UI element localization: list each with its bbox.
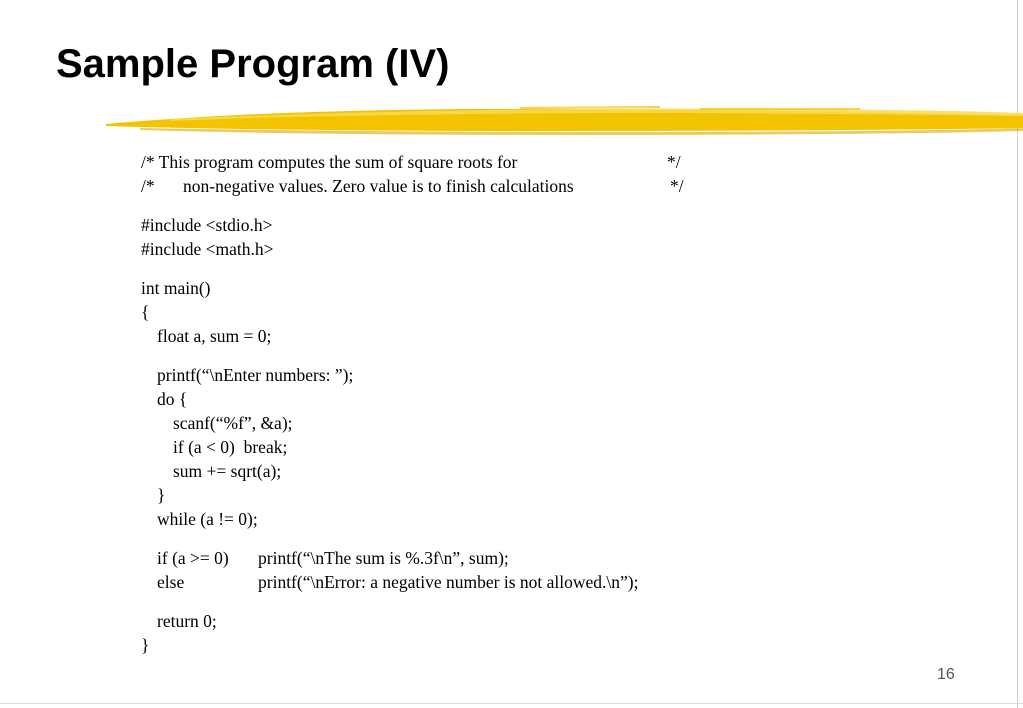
if-break-statement: if (a < 0) break; <box>173 437 288 457</box>
scanf-statement: scanf(“%f”, &a); <box>173 413 293 433</box>
comment-end: */ <box>670 176 684 196</box>
printf-statement: printf(“\nThe sum is %.3f\n”, sum); <box>258 548 509 568</box>
close-brace: } <box>157 485 166 505</box>
else-keyword: else <box>157 572 185 592</box>
comment-text: non-negative values. Zero value is to finish calculations <box>183 176 574 196</box>
if-condition: if (a >= 0) <box>157 548 229 568</box>
return-statement: return 0; <box>157 611 217 631</box>
printf-statement: printf(“\nEnter numbers: ”); <box>157 365 354 385</box>
comment-end: */ <box>667 152 681 172</box>
main-declaration: int main() <box>141 278 211 298</box>
comment-text: /* This program computes the sum of square roots for <box>141 152 518 172</box>
close-brace: } <box>141 635 150 655</box>
include-directive: #include <math.h> <box>141 239 274 259</box>
title-underline-brush-stroke <box>100 102 1023 136</box>
page-number: 16 <box>937 666 955 683</box>
variable-declaration: float a, sum = 0; <box>157 326 272 346</box>
slide-bottom-border <box>0 703 1023 704</box>
open-brace: { <box>141 302 150 322</box>
sum-statement: sum += sqrt(a); <box>173 461 282 481</box>
slide-title: Sample Program (IV) <box>56 42 450 86</box>
printf-statement: printf(“\nError: a negative number is not allowed.\n”); <box>258 572 639 592</box>
while-condition: while (a != 0); <box>157 509 258 529</box>
include-directive: #include <stdio.h> <box>141 215 273 235</box>
do-loop-start: do { <box>157 389 188 409</box>
comment-start: /* <box>141 176 155 196</box>
